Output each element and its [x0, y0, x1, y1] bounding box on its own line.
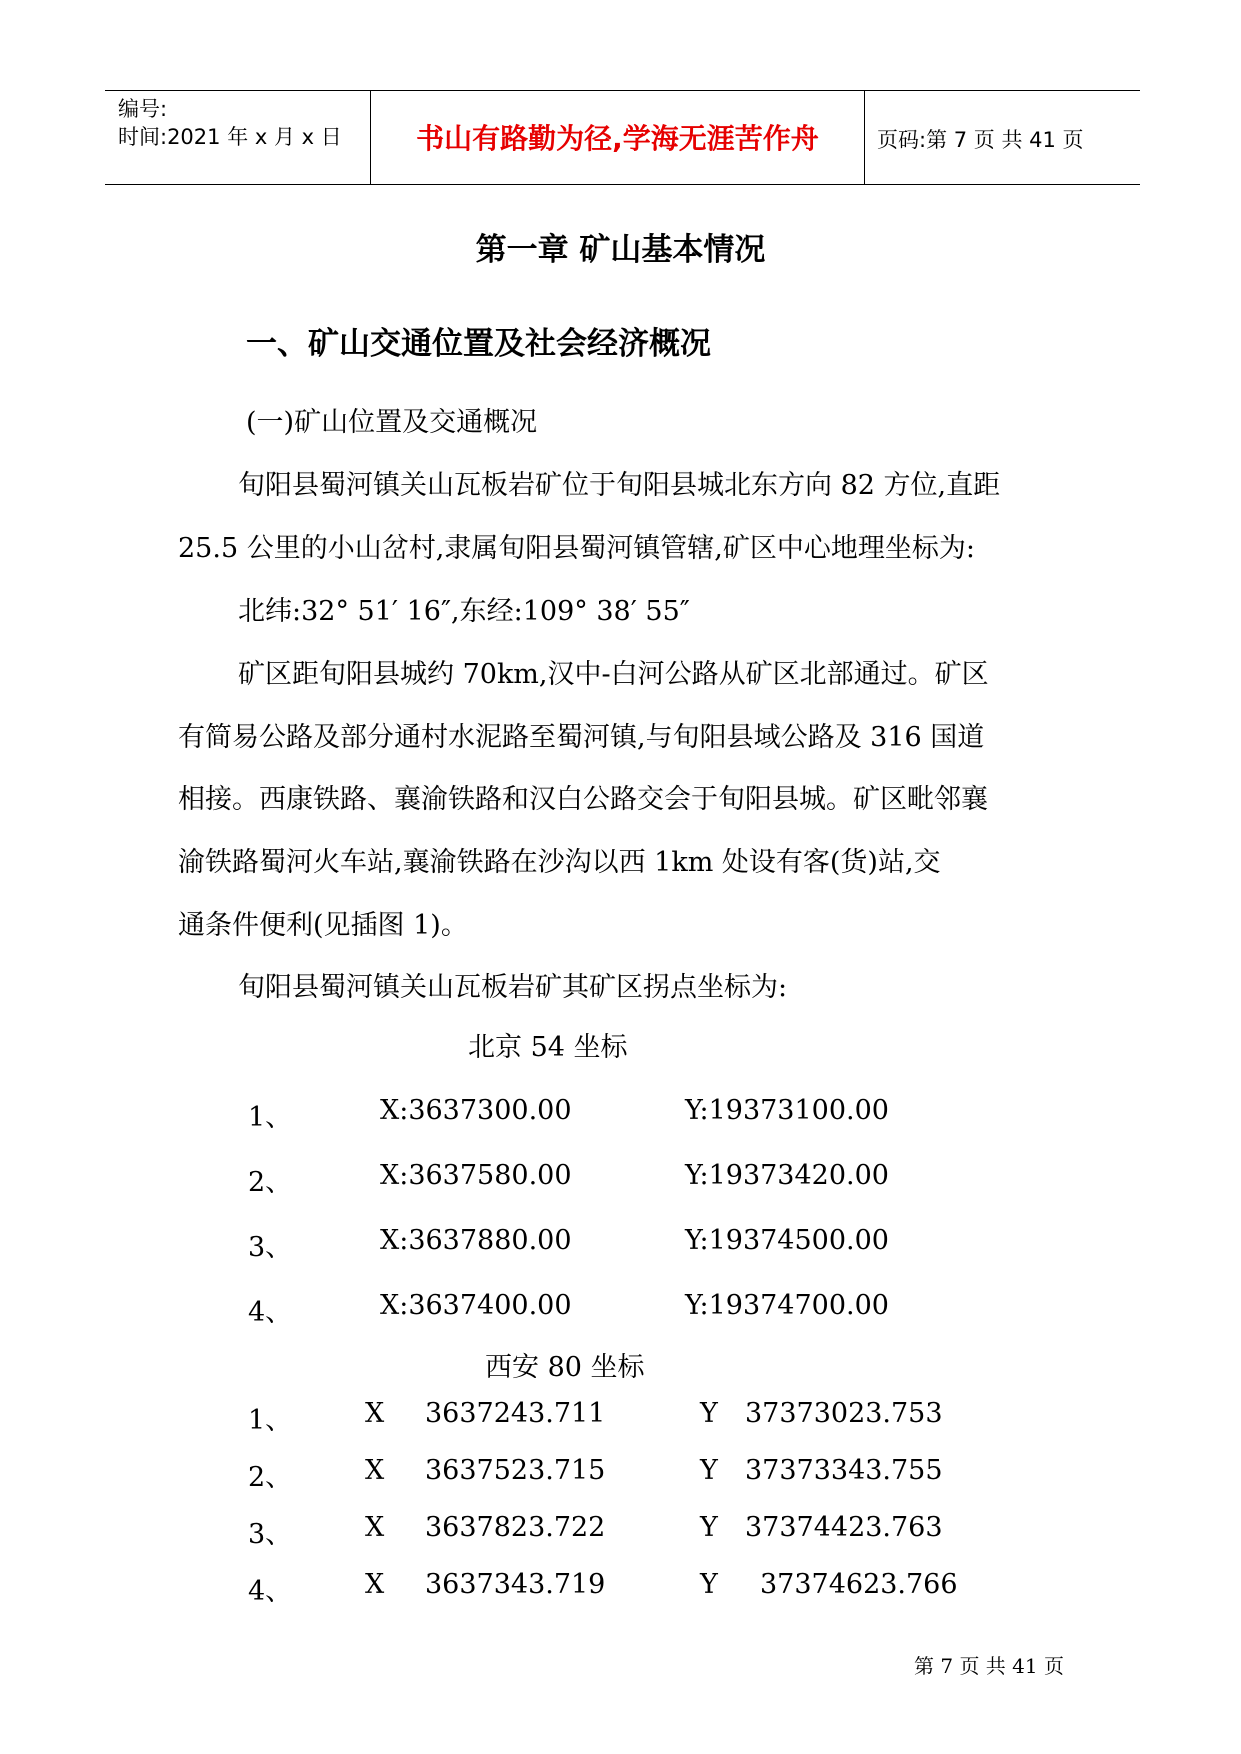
coord-x: 3637823.722 [425, 1512, 606, 1543]
coord-x: X:3637580.00 [380, 1160, 572, 1191]
coord-x-label: X [365, 1569, 385, 1600]
coord-index: 1、 [248, 1102, 293, 1133]
coord-y: 37374623.766 [760, 1569, 958, 1600]
coord-index: 2、 [248, 1462, 293, 1493]
section-title: 一、矿山交通位置及社会经济概况 [246, 326, 711, 362]
header-meta-cell [105, 91, 371, 184]
paragraph-2-line-3: 相接。西康铁路、襄渝铁路和汉白公路交会于旬阳县城。矿区毗邻襄 [178, 784, 988, 815]
coord-y: 37374423.763 [745, 1512, 943, 1543]
header-page-cell [865, 91, 1140, 184]
beijing54-title: 北京 54 坐标 [468, 1032, 628, 1063]
coord-index: 3、 [248, 1232, 293, 1263]
coord-x-label: X [365, 1455, 385, 1486]
coord-y: Y:19373420.00 [685, 1160, 889, 1191]
coord-index: 4、 [248, 1297, 293, 1328]
paragraph-2-line-5: 通条件便利(见插图 1)。 [178, 910, 468, 941]
header-page-info: 页码:第 7 页 共 41 页 [877, 128, 1084, 152]
coord-x: 3637243.711 [425, 1398, 606, 1429]
coord-y: Y:19373100.00 [685, 1095, 889, 1126]
coord-x: X:3637400.00 [380, 1290, 572, 1321]
coord-y-label: Y [700, 1455, 718, 1486]
coord-y: Y:19374700.00 [685, 1290, 889, 1321]
coord-x: X:3637880.00 [380, 1225, 572, 1256]
coord-index: 3、 [248, 1519, 293, 1550]
page-footer: 第 7 页 共 41 页 [914, 1654, 1064, 1678]
coord-y: 37373023.753 [745, 1398, 943, 1429]
subsection-title: (一)矿山位置及交通概况 [246, 407, 538, 438]
chapter-title: 第一章 矿山基本情况 [475, 232, 766, 268]
coord-index: 2、 [248, 1167, 293, 1198]
coord-x: X:3637300.00 [380, 1095, 572, 1126]
coord-y: Y:19374500.00 [685, 1225, 889, 1256]
motto-text: 书山有路勤为径,学海无涯苦作舟 [416, 122, 819, 155]
document-number-label: 编号: [118, 97, 168, 121]
xian80-title: 西安 80 坐标 [485, 1352, 645, 1383]
paragraph-3: 旬阳县蜀河镇关山瓦板岩矿其矿区拐点坐标为: [238, 972, 788, 1003]
coord-x-label: X [365, 1512, 385, 1543]
paragraph-2-line-2: 有简易公路及部分通村水泥路至蜀河镇,与旬阳县域公路及 316 国道 [178, 722, 985, 753]
paragraph-1-line-1: 旬阳县蜀河镇关山瓦板岩矿位于旬阳县城北东方向 82 方位,直距 [238, 470, 1001, 501]
document-time-label: 时间:2021 年 x 月 x 日 [118, 125, 342, 149]
coord-y-label: Y [700, 1512, 718, 1543]
coord-x: 3637343.719 [425, 1569, 606, 1600]
paragraph-2-line-4: 渝铁路蜀河火车站,襄渝铁路在沙沟以西 1km 处设有客(货)站,交 [178, 847, 941, 878]
coord-x: 3637523.715 [425, 1455, 606, 1486]
coord-x-label: X [365, 1398, 385, 1429]
header-motto-cell [371, 91, 865, 184]
coord-y: 37373343.755 [745, 1455, 943, 1486]
page-header [105, 90, 1140, 185]
coord-index: 1、 [248, 1405, 293, 1436]
coord-y-label: Y [700, 1398, 718, 1429]
coord-index: 4、 [248, 1576, 293, 1607]
paragraph-2-line-1: 矿区距旬阳县城约 70km,汉中-白河公路从矿区北部通过。矿区 [238, 659, 989, 690]
coordinates-line: 北纬:32° 51′ 16″,东经:109° 38′ 55″ [238, 596, 690, 627]
coord-y-label: Y [700, 1569, 718, 1600]
paragraph-1-line-2: 25.5 公里的小山岔村,隶属旬阳县蜀河镇管辖,矿区中心地理坐标为: [178, 533, 975, 564]
